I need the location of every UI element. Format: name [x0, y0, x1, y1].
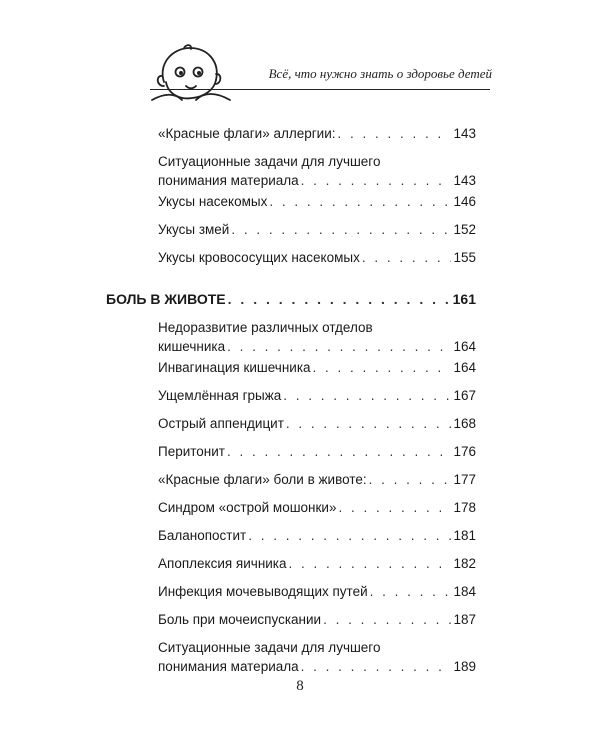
dot-leader [301, 657, 452, 676]
toc-entry [158, 498, 476, 517]
toc-page-number: 184 [453, 584, 476, 599]
dot-leader [227, 442, 451, 461]
toc-page-number: 146 [453, 194, 476, 209]
toc-page-number: 155 [453, 250, 476, 265]
toc-entry-title: Укусы насекомых [158, 194, 268, 209]
dot-leader [283, 386, 451, 405]
toc-entry-title: Инфекция мочевыводящих путей [158, 584, 368, 599]
toc-entry-title: «Красные флаги» аллергии: [158, 126, 336, 141]
running-title: Всё, что нужно знать о здоровье детей [268, 66, 492, 81]
toc-entry-line [158, 526, 476, 545]
toc-entry-line [158, 337, 476, 356]
toc-entry [158, 124, 476, 143]
dot-leader [269, 192, 451, 211]
dot-leader [323, 610, 451, 629]
toc-page-number: 161 [452, 291, 476, 307]
toc-entry-title: Острый аппендицит [158, 416, 284, 431]
toc-entry [158, 470, 476, 489]
toc-entry-line [158, 192, 476, 211]
toc-page-number: 143 [453, 126, 476, 141]
header-rule [150, 89, 490, 90]
page-header [0, 0, 600, 110]
toc-entry-title: БОЛЬ В ЖИВОТЕ [106, 291, 226, 307]
dot-leader [338, 124, 452, 143]
toc-page-number: 152 [453, 222, 476, 237]
toc-entry-line [158, 152, 476, 171]
toc-entry [158, 554, 476, 573]
dot-leader [248, 526, 451, 545]
toc-entry-title: Инвагинация кишечника [158, 360, 311, 375]
toc-entry-title: Ситуационные задачи для лучшего [158, 154, 381, 169]
toc-section-heading [106, 290, 476, 309]
dot-leader [289, 554, 452, 573]
toc-entry [158, 442, 476, 461]
toc-entry [158, 318, 476, 356]
toc-entry-line [158, 442, 476, 461]
toc-page-number: 187 [453, 612, 476, 627]
toc-entry [158, 220, 476, 239]
toc-entry [158, 638, 476, 676]
toc-entry [158, 386, 476, 405]
toc-entry-line [158, 638, 476, 657]
toc-entry [158, 582, 476, 601]
toc-entry-title: Укусы кровососущих насекомых [158, 250, 360, 265]
toc-page-number: 167 [453, 388, 476, 403]
toc-page-number: 164 [453, 339, 476, 354]
dot-leader [338, 498, 451, 517]
dot-leader [227, 337, 451, 356]
toc-entry [158, 152, 476, 190]
toc-entry-line [158, 318, 476, 337]
toc-entry-title: Укусы змей [158, 222, 230, 237]
toc-entry-line [158, 657, 476, 676]
toc-entry-title: Перитонит [158, 444, 225, 459]
toc-entry-title: Синдром «острой мошонки» [158, 500, 337, 515]
toc-entry-line [106, 290, 476, 309]
toc-entry-line [158, 498, 476, 517]
toc-entry-title: «Красные флаги» боли в животе: [158, 472, 367, 487]
toc-entry [158, 526, 476, 545]
toc-entry-title: Недоразвитие различных отделов [158, 320, 373, 335]
toc-entry-line [158, 248, 476, 267]
toc-page-number: 178 [453, 500, 476, 515]
toc-entry [158, 248, 476, 267]
toc-entry-line [158, 124, 476, 143]
dot-leader [231, 220, 451, 239]
toc-entry [158, 192, 476, 211]
dot-leader [369, 470, 452, 489]
dot-leader [228, 290, 451, 309]
toc-page-number: 181 [453, 528, 476, 543]
toc-page-number: 176 [453, 444, 476, 459]
dot-leader [313, 358, 452, 377]
toc-entry-title: Ущемлённая грыжа [158, 388, 282, 403]
dot-leader [286, 414, 452, 433]
toc-entry-title: Баланопостит [158, 528, 247, 543]
toc-entry-line [158, 610, 476, 629]
toc-entry-line [158, 386, 476, 405]
baby-mascot-icon [150, 42, 232, 108]
toc-entry-line [158, 582, 476, 601]
toc-entry-title: понимания материала [158, 173, 299, 188]
toc-entry-line [158, 470, 476, 489]
toc-page-number: 168 [453, 416, 476, 431]
toc-page-number: 177 [453, 472, 476, 487]
toc-entry-title: Боль при мочеиспускании [158, 612, 322, 627]
toc-entry-title: кишечника [158, 339, 226, 354]
toc-entry-line [158, 220, 476, 239]
toc-page-number: 143 [453, 173, 476, 188]
toc-entry-title: Апоплексия яичника [158, 556, 287, 571]
toc-page-number: 182 [453, 556, 476, 571]
dot-leader [301, 171, 452, 190]
toc-page-number: 164 [453, 360, 476, 375]
toc-page-number: 189 [453, 659, 476, 674]
toc-entry-line [158, 554, 476, 573]
toc-entry-line [158, 171, 476, 190]
dot-leader [362, 248, 452, 267]
toc-entry-line [158, 358, 476, 377]
page-number: 8 [296, 678, 304, 694]
toc-entry-title: понимания материала [158, 659, 299, 674]
toc-entry [158, 610, 476, 629]
toc-entry [158, 414, 476, 433]
toc-entry-line [158, 414, 476, 433]
toc-entry-title: Ситуационные задачи для лучшего [158, 640, 381, 655]
dot-leader [370, 582, 452, 601]
toc-entry [158, 358, 476, 377]
